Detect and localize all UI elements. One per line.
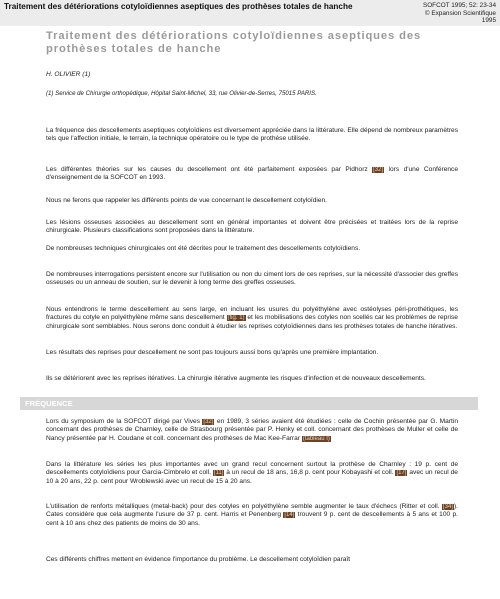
copyright: © Expansion Scientifique [424,9,496,17]
figure-link[interactable]: (fig. 1) [227,315,245,322]
paragraph-4: Les lésions osseuses associées au descellement sont en général importantes et doivent être précisées et traitées lors de la reprise chirurgicale. Plusieurs classifications sont proposées dans la littérature. [46,219,458,235]
reference-link[interactable]: [17] [396,470,407,477]
reference-link[interactable]: [34] [442,504,453,510]
paragraph-5: De nombreuses techniques chirurgicales ont été décrites pour le traitement des descellements cotyloïdiens. [46,245,361,252]
section-bar [20,397,478,410]
paragraph-2: Les différentes théories sur les causes du descellement ont été parfaitement exposées par Pidhorz [32] lors d'une Conférence d'enseignement de la SOFCOT en 1993. [46,166,458,182]
paragraph-13: Ces différents chiffres mettent en évidence l'importance du problème. Le descellement cotyloïdien paraît [46,556,351,563]
citation-block [423,2,496,25]
citation: SOFCOT 1995; 52: 23-34 [422,2,496,9]
article-title: Traitement des détériorations cotyloïdiennes aseptiques des prothèses totales de hanche [46,30,422,55]
author: H. OLIVIER (1) [46,71,91,78]
paragraph-12: L'utilisation de renforts métalliques (metal-back) pour des cotyles en polyéthylène semble augmenter le taux d'échecs (Ritter et coll. [34]). Cates considère que cela augmente l'usure de 37 p. cent. Harris et Penenberg [14] trouvent 9 p. cent de descellements à 5 ans et 100 p. cent à 10 ans chez des patients de moins de 30 ans. [46,503,458,527]
paragraph-7: Nous entendrons le terme descellement au sens large, en incluant les usures du polyéthylène avec ostéolyses péri-prothétiques, les fractures du cotyle en polyéthylène même sans descellement (fig. 1) et les mobilisations des cotyles non scellés car les problèmes de reprise chirurgicale sont semblables. Nous serons donc conduit à étudier les reprises cotyloïdiennes dans les prothèses totales de hanche itératives. [46,306,458,330]
year: 1995 [481,17,496,25]
table-link[interactable]: (tableau I) [302,435,330,442]
affiliation: (1) Service de Chirurgie orthopédique, Hôpital Saint-Michel, 33, rue Olivier-de-Serres, 75015 PARIS. [46,90,317,97]
reference-link[interactable]: [32] [203,419,214,425]
paragraph-1: La fréquence des descellements aseptiques cotyloïdiens est diversement appréciée dans la littérature. Elle dépend de nombreux paramètres tels que l'affection initiale, le terrain, la technique opératoire ou le type de prothèse utilisée. [46,127,458,143]
paragraph-10: Lors du symposium de la SOFCOT dirigé par Vives [32] en 1989, 3 séries avaient été étudiées : celle de Cochin présentée par G. Martin concernant des prothèses de Charnley, celle de Strasbourg présentée par P. Henky et coll. concernant des prothèses de Muller et celle de Nancy présentée par H. Coudane et coll. concernant des prothèses de Mac Kee-Farrar (tableau I) [46,418,458,442]
reference-link[interactable]: [14] [284,512,295,519]
reference-link[interactable]: [32] [373,167,384,173]
paragraph-11: Dans la littérature les séries les plus importantes avec un grand recul concernent surtout la prothèse de Charnley : 19 p. cent de descellements cotyloïdiens pour Garcia-Cimbrelo et coll. [11] à un recul de 18 ans, 16,8 p. cent pour Kobayashi et coll. [17] avec un recul de 10 à 20 ans, 22 p. cent pour Wroblewski avec un recul de 15 à 20 ans. [46,461,458,485]
paragraph-8: Les résultats des reprises pour descellement ne sont pas toujours aussi bons qu'après une première implantation. [46,349,379,356]
running-title: Traitement des détériorations cotyloïdiennes aseptiques des prothèses totales de hanche [4,2,353,11]
paragraph-3: Nous ne ferons que rappeler les différents points de vue concernant le descellement cotyloïdien. [46,197,328,204]
paragraph-9: Ils se détériorent avec les reprises itératives. La chirurgie itérative augmente les risques d'infection et de nouveaux descellements. [46,375,426,382]
reference-link[interactable]: [11] [213,470,224,477]
section-title: FRÉQUENCE [25,399,73,408]
paragraph-6: De nombreuses interrogations persistent encore sur l'utilisation ou non du ciment lors de ces reprises, sur la nécessité d'associer des greffes osseuses ou un anneau de soutien, sur le devenir à long terme des greffes osseuses. [46,271,458,287]
